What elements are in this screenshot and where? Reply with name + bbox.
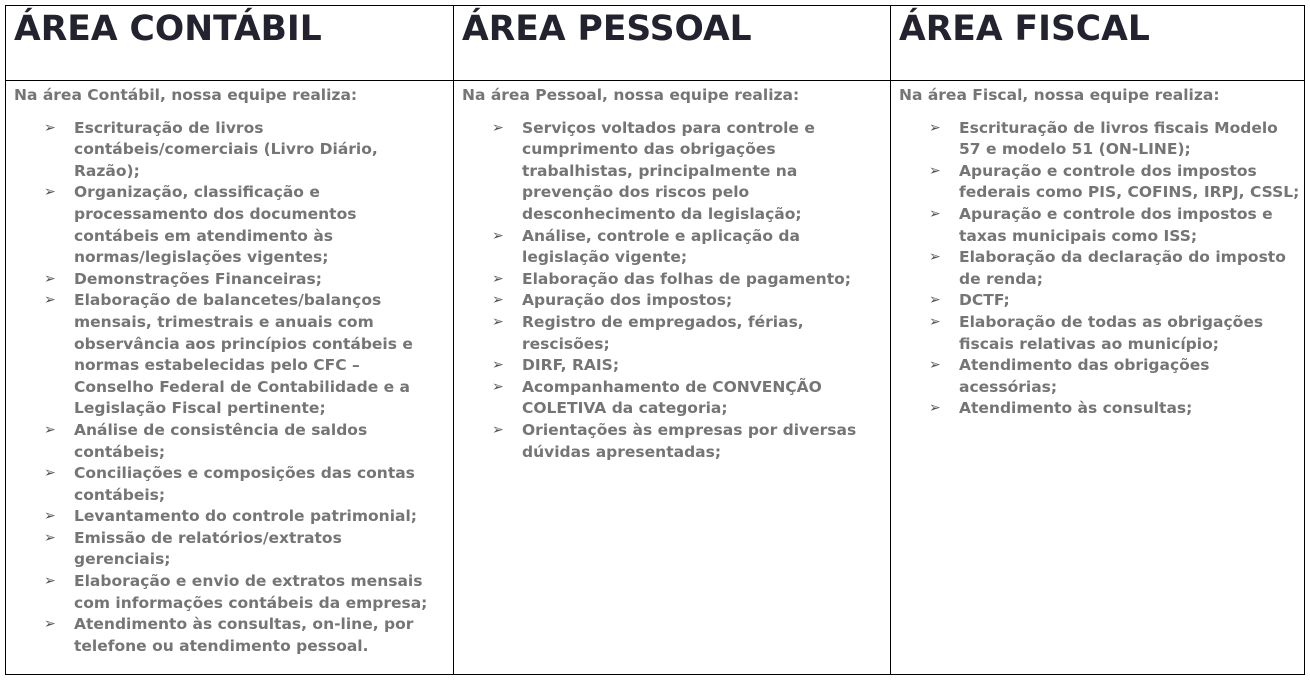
- list-item-text: Apuração e controle dos impostos e taxas municipais como ISS;: [959, 204, 1273, 245]
- arrow-bullet-icon: ➢: [929, 400, 941, 417]
- list-item: [462, 290, 890, 312]
- list-item: [14, 614, 453, 657]
- arrow-bullet-icon: ➢: [929, 249, 941, 266]
- arrow-bullet-icon: ➢: [492, 119, 504, 136]
- list-item: [462, 420, 890, 463]
- service-list: [462, 118, 890, 464]
- list-item-text: Apuração dos impostos;: [522, 291, 733, 310]
- list-item-text: Elaboração da declaração do imposto de renda;: [959, 248, 1286, 288]
- list-item: [14, 463, 453, 506]
- list-item-text: Organização, classificação e processamento dos documentos contábeis em atendimento às normas/legislações vigentes;: [74, 183, 357, 267]
- column-intro: Na área Fiscal, nossa equipe realiza:: [899, 86, 1220, 104]
- column-header: [454, 6, 890, 81]
- arrow-bullet-icon: ➢: [44, 421, 56, 438]
- list-item-text: Elaboração de balancetes/balanços mensais, trimestrais e anuais com observância aos princípios contábeis e normas estabelecidas pelo CFC – Conselho Federal de Contabilidade e a Legislação Fiscal pertinente;: [74, 291, 413, 418]
- arrow-bullet-icon: ➢: [492, 378, 504, 395]
- arrow-bullet-icon: ➢: [44, 508, 56, 525]
- arrow-bullet-icon: ➢: [44, 119, 56, 136]
- list-item: [462, 118, 890, 226]
- list-item-text: Registro de empregados, férias, rescisões;: [522, 312, 804, 353]
- list-item-text: Atendimento às consultas;: [959, 399, 1193, 418]
- arrow-bullet-icon: ➢: [492, 313, 504, 330]
- list-item: [899, 290, 1305, 312]
- list-item-text: Conciliações e composições das contas contábeis;: [74, 464, 415, 504]
- list-item: [462, 355, 890, 377]
- column-title: ÁREA CONTÁBIL: [14, 9, 322, 49]
- arrow-bullet-icon: ➢: [44, 529, 56, 546]
- list-item: [14, 290, 453, 420]
- list-item: [14, 528, 453, 571]
- column-title: ÁREA FISCAL: [899, 9, 1150, 49]
- arrow-bullet-icon: ➢: [929, 292, 941, 309]
- list-item-text: Análise, controle e aplicação da legislação vigente;: [522, 226, 800, 267]
- list-item-text: Atendimento às consultas, on-line, por telefone ou atendimento pessoal.: [74, 615, 414, 655]
- list-item: [899, 118, 1305, 161]
- list-item: [462, 269, 890, 291]
- list-item-text: Análise de consistência de saldos contábeis;: [74, 420, 368, 461]
- column-pessoal: [454, 6, 891, 674]
- list-item-text: Elaboração e envio de extratos mensais com informações contábeis da empresa;: [74, 572, 428, 612]
- list-item: [899, 355, 1305, 398]
- list-item: [899, 312, 1305, 355]
- arrow-bullet-icon: ➢: [44, 465, 56, 482]
- column-body: [454, 85, 890, 463]
- arrow-bullet-icon: ➢: [44, 573, 56, 590]
- list-item-text: Serviços voltados para controle e cumprimento das obrigações trabalhistas, principalmente na prevenção dos riscos pelo desconhecimento da legislação;: [522, 118, 815, 223]
- list-item: [14, 118, 453, 183]
- arrow-bullet-icon: ➢: [929, 119, 941, 136]
- list-item-text: Demonstrações Financeiras;: [74, 269, 322, 288]
- service-list: [899, 118, 1305, 420]
- arrow-bullet-icon: ➢: [929, 205, 941, 222]
- services-table: [5, 5, 1305, 675]
- list-item-text: Acompanhamento de CONVENÇÃO COLETIVA da categoria;: [522, 377, 822, 418]
- arrow-bullet-icon: ➢: [492, 270, 504, 287]
- column-title: ÁREA PESSOAL: [462, 9, 752, 49]
- list-item: [899, 398, 1305, 420]
- arrow-bullet-icon: ➢: [929, 313, 941, 330]
- column-intro: Na área Pessoal, nossa equipe realiza:: [462, 86, 800, 104]
- list-item: [14, 182, 453, 268]
- list-item-text: Apuração e controle dos impostos federais como PIS, COFINS, IRPJ, CSSL;: [959, 161, 1300, 202]
- list-item: [899, 161, 1305, 204]
- list-item-text: Escrituração de livros fiscais Modelo 57 e modelo 51 (ON-LINE);: [959, 118, 1278, 159]
- list-item-text: Levantamento do controle patrimonial;: [74, 507, 417, 526]
- arrow-bullet-icon: ➢: [492, 421, 504, 438]
- list-item: [14, 571, 453, 614]
- service-list: [14, 118, 453, 658]
- list-item: [462, 226, 890, 269]
- list-item: [14, 269, 453, 291]
- arrow-bullet-icon: ➢: [492, 292, 504, 309]
- column-fiscal: [891, 6, 1305, 674]
- list-item: [462, 377, 890, 420]
- list-item-text: Elaboração de todas as obrigações fiscais relativas ao município;: [959, 312, 1264, 353]
- arrow-bullet-icon: ➢: [44, 184, 56, 201]
- list-item-text: Elaboração das folhas de pagamento;: [522, 269, 851, 288]
- column-body: [891, 85, 1305, 420]
- column-intro: Na área Contábil, nossa equipe realiza:: [14, 86, 358, 104]
- arrow-bullet-icon: ➢: [44, 270, 56, 287]
- arrow-bullet-icon: ➢: [492, 357, 504, 374]
- column-contabil: [6, 6, 454, 674]
- column-header: [891, 6, 1305, 81]
- list-item: [14, 506, 453, 528]
- column-body: [6, 85, 453, 657]
- list-item: [462, 312, 890, 355]
- column-header: [6, 6, 453, 81]
- list-item-text: Orientações às empresas por diversas dúvidas apresentadas;: [522, 420, 857, 461]
- list-item-text: Emissão de relatórios/extratos gerenciais;: [74, 528, 342, 569]
- arrow-bullet-icon: ➢: [492, 227, 504, 244]
- list-item-text: Escrituração de livros contábeis/comerciais (Livro Diário, Razão);: [74, 118, 378, 180]
- list-item: [899, 204, 1305, 247]
- list-item: [899, 247, 1305, 290]
- arrow-bullet-icon: ➢: [44, 616, 56, 633]
- list-item-text: DIRF, RAIS;: [522, 356, 620, 375]
- list-item: [14, 420, 453, 463]
- arrow-bullet-icon: ➢: [44, 292, 56, 309]
- list-item-text: Atendimento das obrigações acessórias;: [959, 356, 1210, 396]
- arrow-bullet-icon: ➢: [929, 357, 941, 374]
- list-item-text: DCTF;: [959, 291, 1010, 310]
- arrow-bullet-icon: ➢: [929, 162, 941, 179]
